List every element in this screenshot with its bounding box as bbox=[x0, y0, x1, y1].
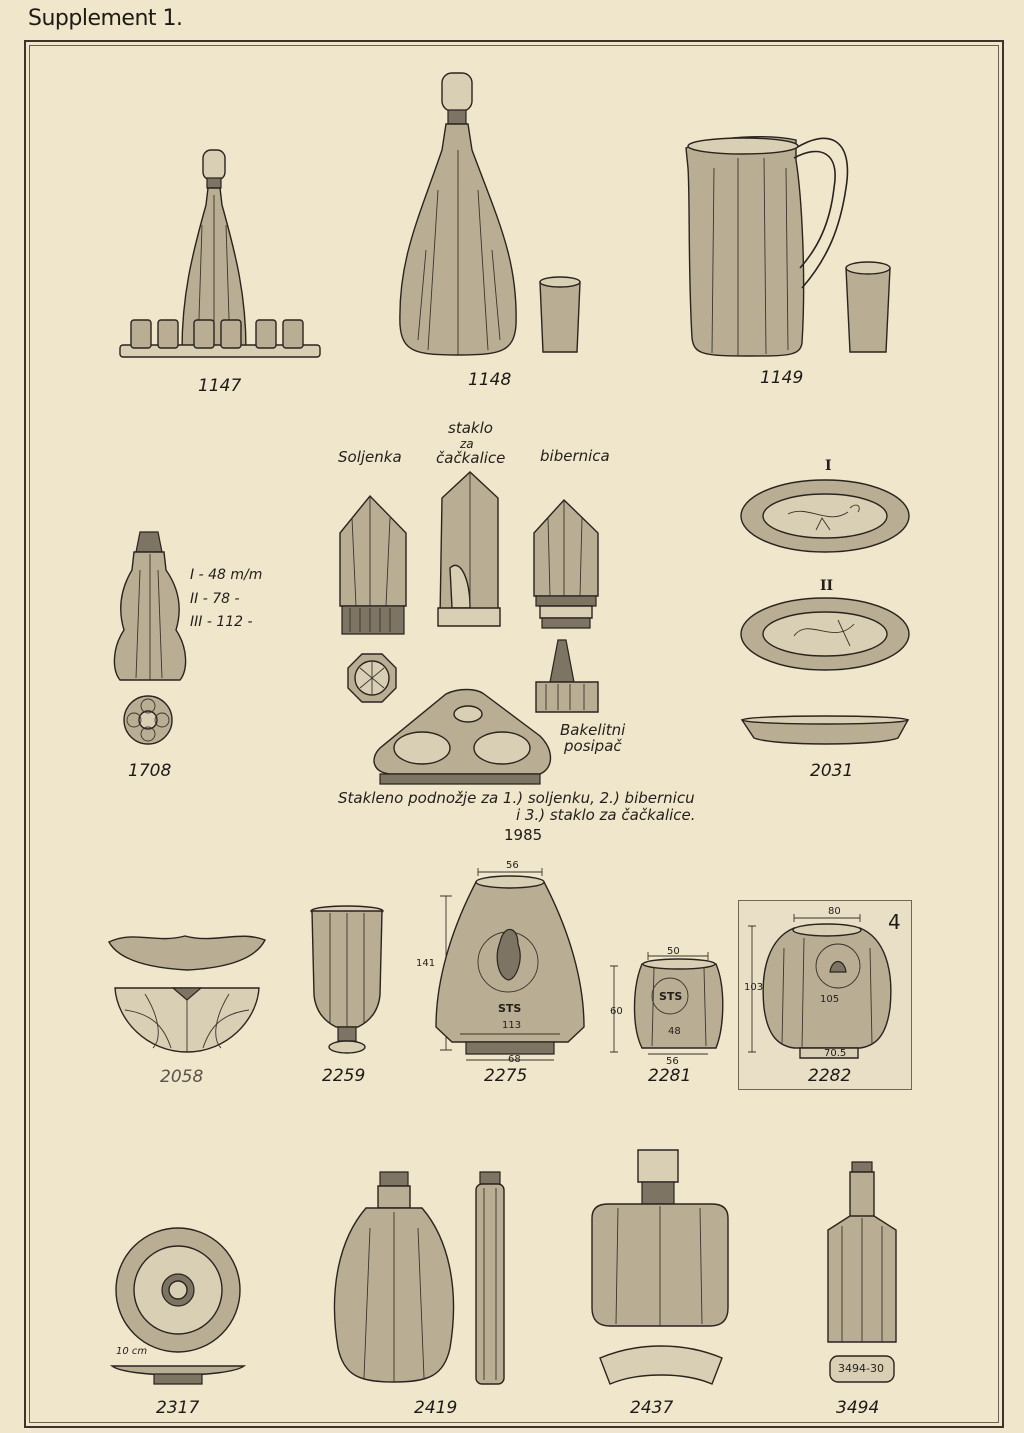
dim-2281-middle: 48 bbox=[668, 1026, 681, 1037]
dim-2282-base: 70.5 bbox=[824, 1048, 847, 1059]
bowl-2058 bbox=[105, 930, 270, 1058]
variant-2031-I: I bbox=[825, 458, 832, 474]
dim-2317-diameter: 10 cm bbox=[116, 1346, 148, 1357]
item-number-1708: 1708 bbox=[128, 761, 172, 781]
size-1708-2: II - 78 - bbox=[190, 591, 240, 607]
size-1708-3: III - 112 - bbox=[190, 614, 253, 630]
set-1985-caption-2: i 3.) staklo za čačkalice. bbox=[516, 806, 696, 824]
label-3494: 3494-30 bbox=[838, 1362, 884, 1375]
bibernica-label: bibernica bbox=[540, 447, 610, 465]
set-1985-caption-1: Stakleno podnožje za 1.) soljenku, 2.) bibernicu bbox=[338, 789, 695, 807]
item-number-2282: 2282 bbox=[808, 1066, 852, 1086]
soljenka-label: Soljenka bbox=[338, 448, 402, 466]
dim-2281-height: 60 bbox=[610, 1006, 623, 1017]
dim-2275-middle: 113 bbox=[502, 1020, 522, 1031]
dim-2281-mark: STS bbox=[659, 990, 683, 1003]
dim-2282-height: 103 bbox=[744, 982, 764, 993]
item-number-2031: 2031 bbox=[810, 761, 854, 781]
decanter-1148 bbox=[398, 70, 613, 362]
item-number-1147: 1147 bbox=[198, 376, 242, 396]
bottle-3494 bbox=[820, 1160, 900, 1388]
flask-2419 bbox=[330, 1168, 516, 1390]
item-number-2259: 2259 bbox=[322, 1066, 366, 1086]
item-number-3494: 3494 bbox=[836, 1398, 880, 1418]
dim-2275-height: 141 bbox=[416, 958, 436, 969]
variant-2031-II: II bbox=[820, 578, 834, 594]
pitcher-1149 bbox=[678, 128, 918, 363]
flask-2437 bbox=[588, 1148, 734, 1386]
item-number-2419: 2419 bbox=[414, 1398, 458, 1418]
dim-2275-mark: STS bbox=[498, 1002, 522, 1015]
dim-2281-top: 50 bbox=[667, 946, 680, 957]
dim-2282-top: 80 bbox=[828, 906, 841, 917]
staklo-label-2: za bbox=[460, 437, 474, 451]
item-number-2058: 2058 bbox=[160, 1067, 204, 1087]
dim-2282-middle: 105 bbox=[820, 994, 840, 1005]
vase-2282 bbox=[744, 908, 906, 1060]
item-number-2317: 2317 bbox=[156, 1398, 200, 1418]
bottle-1708 bbox=[110, 530, 190, 750]
item-number-1149: 1149 bbox=[760, 368, 804, 388]
dim-2275-top: 56 bbox=[506, 860, 519, 871]
bakelitni-label-1: Bakelitni bbox=[560, 721, 626, 739]
dim-2275-base: 68 bbox=[508, 1054, 521, 1065]
page-header: Supplement 1. bbox=[28, 6, 183, 31]
item-number-2437: 2437 bbox=[630, 1398, 674, 1418]
dim-2281-base: 56 bbox=[666, 1056, 679, 1067]
dish-2317 bbox=[108, 1228, 248, 1388]
item-number-1148: 1148 bbox=[468, 370, 512, 390]
dim-2282-corner: 4 bbox=[888, 910, 901, 934]
staklo-label-1: staklo bbox=[448, 419, 493, 437]
staklo-label-3: čačkalice bbox=[436, 449, 506, 467]
bakelitni-label-2: posipač bbox=[564, 737, 622, 755]
ashtrays-2031 bbox=[738, 476, 913, 754]
item-number-2275: 2275 bbox=[484, 1066, 528, 1086]
item-number-1985: 1985 bbox=[504, 826, 543, 844]
vase-2259 bbox=[302, 905, 392, 1057]
vase-2281 bbox=[608, 948, 728, 1060]
liqueur-set-1147 bbox=[118, 145, 323, 365]
item-number-2281: 2281 bbox=[648, 1066, 692, 1086]
size-1708-1: I - 48 m/m bbox=[190, 567, 263, 583]
